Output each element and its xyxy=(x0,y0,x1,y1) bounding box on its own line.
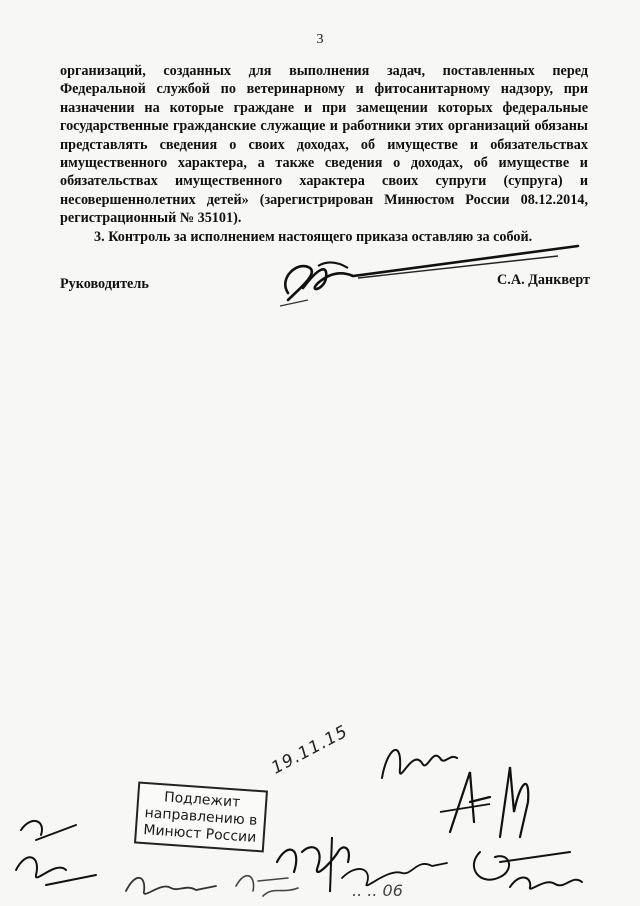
stamp-line-3: Минюст России xyxy=(142,822,257,846)
stamp-line-2: направлению в xyxy=(144,805,258,829)
visa-signature-8 xyxy=(228,856,308,906)
stamp-line-1: Подлежит xyxy=(163,789,241,811)
body-paragraph-continued: организаций, созданных для выполнения задач, поставленных перед Федеральной службой по ветеринарному и фитосанитарному надзору, при назначении на которые граждане и при замещении которых федеральные государственные гражданские служащие и работники этих организаций обязаны представлять сведения о своих доходах, об имуществе и обязательствах имущественного характера, а также сведения о доходах, об имуществе и обязательствах имущественного характера своих супруги (супруга) и несовершеннолетних детей» (зарегистрирован Минюстом России 08.12.2014, регистрационный № 35101). xyxy=(60,63,588,227)
visa-signature-7 xyxy=(116,856,226,906)
document-body xyxy=(60,62,588,246)
visa-signature-4 xyxy=(332,838,452,898)
svg-text:.. .. 06: .. .. 06 xyxy=(352,881,403,898)
page-number: 3 xyxy=(316,32,324,47)
signer-role: Руководитель xyxy=(60,276,149,292)
stamp-submit-to-ministry xyxy=(134,782,268,853)
handwritten-date: 19.11.15 xyxy=(268,721,352,779)
signer-name: С.А. Данкверт xyxy=(497,272,590,288)
visa-signature-5 xyxy=(460,832,590,902)
body-paragraph-3: 3. Контроль за исполнением настоящего приказа оставляю за собой. xyxy=(94,228,533,245)
visa-signature-6 xyxy=(6,800,116,900)
